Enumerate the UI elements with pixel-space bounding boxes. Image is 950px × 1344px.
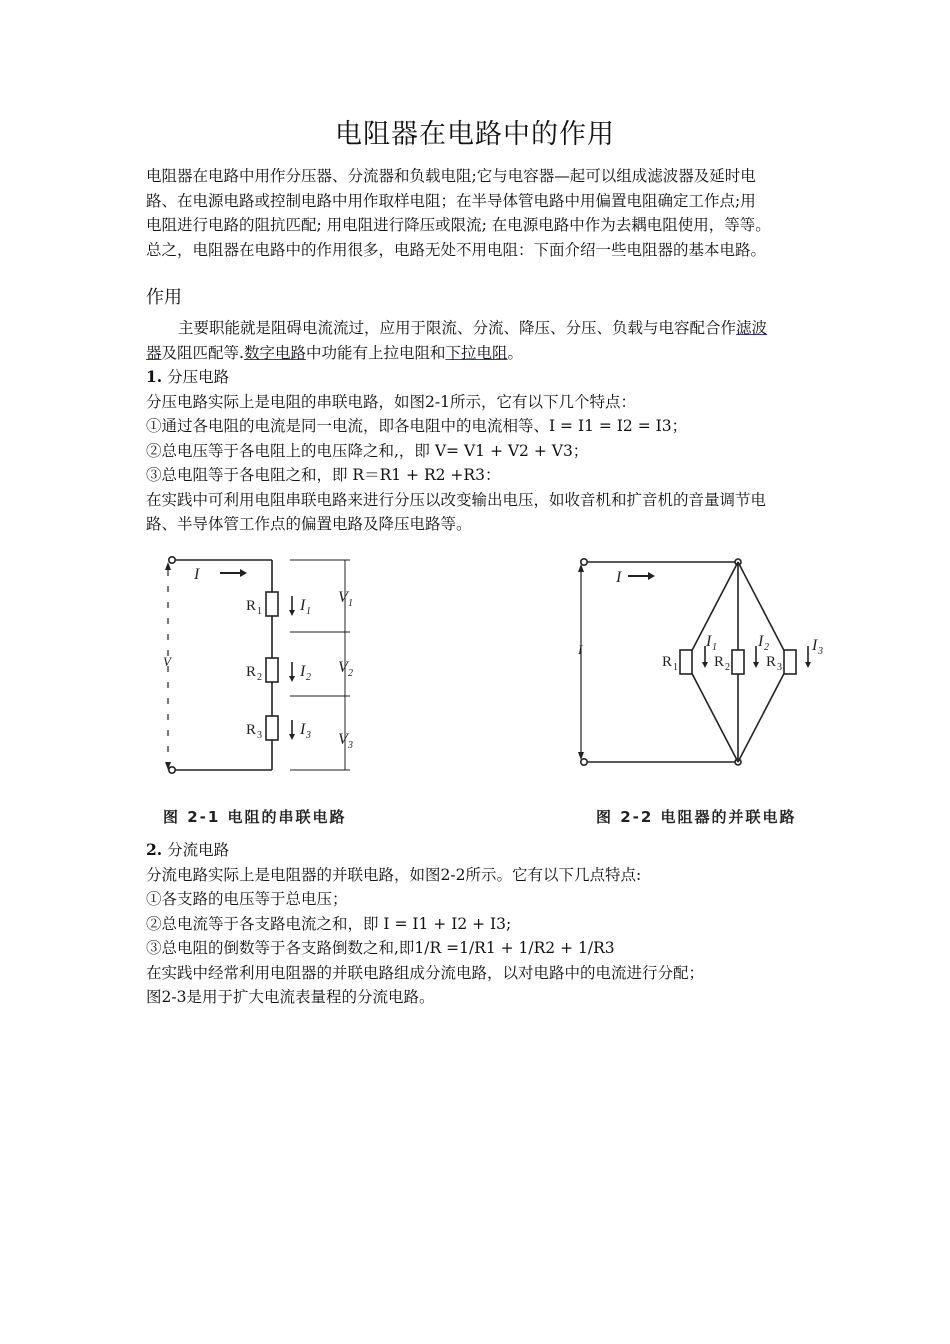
function-text: 主要职能就是阻碍电流流过，应用于限流、分流、降压、分压、负载与电容配合作 <box>178 319 737 337</box>
label-r1: R <box>246 598 257 614</box>
section-heading: 作用 <box>146 287 182 308</box>
text-line: ③总电阻的倒数等于各支路倒数之和,即1/R =1/R1 + 1/R2 + 1/R3 <box>146 939 615 957</box>
intro-paragraph <box>146 164 810 262</box>
label-r1-sub: 1 <box>257 606 262 617</box>
function-text: 。 <box>507 343 524 362</box>
label-r1: R <box>662 654 673 670</box>
intro-line: 路、在电源电路或控制电路中用作取样电阻；在半导体管电路中用偏置电阻确定工作点;用 <box>146 191 756 210</box>
text-line: 在实践中经常利用电阻器的并联电路组成分流电路，以对电路中的电流进行分配； <box>146 963 705 982</box>
series-circuit-diagram <box>150 548 370 788</box>
intro-line: 电阻进行电路的阻抗匹配; 用电阻进行降压或限流; 在电源电路中作为去耦电阻使用，等等。 <box>146 216 771 234</box>
label-r1-sub: 1 <box>673 662 678 673</box>
intro-line: 总之，电阻器在电路中的作用很多，电路无处不用电阻：下面介绍一些电阻器的基本电路。 <box>146 240 767 259</box>
text-line: 在实践中可利用电阻串联电路来进行分压以改变输出电压，如收音机和扩音机的音量调节电 <box>146 490 767 509</box>
resistor-r1 <box>680 650 692 674</box>
parallel-circuit-diagram <box>568 550 838 774</box>
resistor-r2 <box>266 658 278 682</box>
resistor-r2 <box>732 650 744 674</box>
link-digital-circuit[interactable]: 数字电路 <box>243 343 306 362</box>
intro-line: 电阻器在电路中用作分压器、分流器和负载电阻;它与电容器—起可以组成滤波器及延时电 <box>146 167 756 185</box>
text-line: 分压电路实际上是电阻的串联电路，如图2-1所示，它有以下几个特点： <box>146 392 636 411</box>
label-i2: I <box>300 663 306 680</box>
section-number: 2. <box>146 840 163 859</box>
label-r2: R <box>246 664 257 680</box>
text-line: 图2-3是用于扩大电流表量程的分流电路。 <box>146 988 435 1006</box>
label-r2: R <box>714 654 725 670</box>
text-line: ②总电流等于各支路电流之和，即 I = I1 + I2 + I3; <box>146 914 512 933</box>
label-i1: I <box>300 597 306 614</box>
label-i3: I <box>300 721 306 738</box>
label-v3: V <box>338 731 348 748</box>
section-heading-line <box>146 365 810 390</box>
label-r3-sub: 3 <box>257 730 262 741</box>
label-current: I <box>194 566 200 583</box>
link-pulldown-resistor[interactable]: 下拉电阻 <box>445 343 508 362</box>
function-line <box>146 341 810 366</box>
label-v1-sub: 1 <box>348 598 353 609</box>
resistor-r3 <box>784 650 796 674</box>
function-paragraph <box>146 316 810 365</box>
resistor-r3 <box>266 716 278 740</box>
terminal-bottom <box>581 759 587 765</box>
label-i3-sub: 3 <box>818 646 823 657</box>
terminal-top <box>169 557 175 563</box>
figure-2-1-caption: 图 2-1 电阻的串联电路 <box>163 808 347 826</box>
function-text: 中功能有上拉电阻和 <box>305 343 446 362</box>
label-i2-sub: 2 <box>764 642 769 653</box>
label-r3-sub: 3 <box>777 662 782 673</box>
label-v2-sub: 2 <box>348 668 353 679</box>
link-filter[interactable]: 滤波 <box>736 319 768 337</box>
label-v2: V <box>338 659 348 676</box>
text-line: ①各支路的电压等于总电压； <box>146 890 348 908</box>
section-title: 分压电路 <box>167 368 230 386</box>
watermark-logo <box>642 796 832 836</box>
label-i3-sub: 3 <box>306 730 311 741</box>
section-voltage-divider <box>146 365 810 537</box>
label-r2-sub: 2 <box>257 672 262 683</box>
link-filter-cont[interactable]: 器 <box>146 343 162 362</box>
resistor-r1 <box>266 592 278 616</box>
section-heading-line <box>146 838 810 863</box>
label-voltage: V <box>163 654 171 669</box>
label-i2-sub: 2 <box>306 672 311 683</box>
label-v3-sub: 3 <box>348 740 353 751</box>
label-i2: I <box>758 633 764 650</box>
label-i1-sub: 1 <box>306 606 311 617</box>
label-r3: R <box>766 654 777 670</box>
label-i1-sub: 1 <box>712 642 717 653</box>
text-line: ②总电压等于各电阻上的电压降之和,，即 V= V1 + V2 + V3； <box>146 441 589 460</box>
label-v1: V <box>338 589 348 606</box>
label-i3: I <box>812 637 818 654</box>
section-title: 分流电路 <box>167 841 230 859</box>
label-voltage: I <box>578 642 583 657</box>
text-line: ①通过各电阻的电流是同一电流，即各电阻中的电流相等、I = I1 = I2 = I3； <box>146 417 688 435</box>
function-line <box>146 316 810 341</box>
label-i1: I <box>706 633 712 650</box>
page-title: 电阻器在电路中的作用 <box>335 119 615 150</box>
figure-series-circuit <box>150 548 370 788</box>
text-line: 分流电路实际上是电阻器的并联电路，如图2-2所示。它有以下几点特点: <box>146 865 642 884</box>
text-line: ③总电阻等于各电阻之和，即 R＝R1 + R2 +R3： <box>146 466 501 484</box>
label-r2-sub: 2 <box>725 662 730 673</box>
function-text: 及阻匹配等. <box>161 343 244 362</box>
terminal-top <box>581 559 587 565</box>
section-current-divider <box>146 838 810 1010</box>
label-r3: R <box>246 722 257 738</box>
figure-2-2-caption: 图 2-2 电阻器的并联电路 <box>596 808 797 826</box>
label-current: I <box>616 569 622 586</box>
figure-parallel-circuit <box>568 550 838 774</box>
section-number: 1. <box>146 367 163 386</box>
terminal-bottom <box>169 767 175 773</box>
text-line: 路、半导体管工作点的偏置电路及降压电路等。 <box>146 515 472 533</box>
